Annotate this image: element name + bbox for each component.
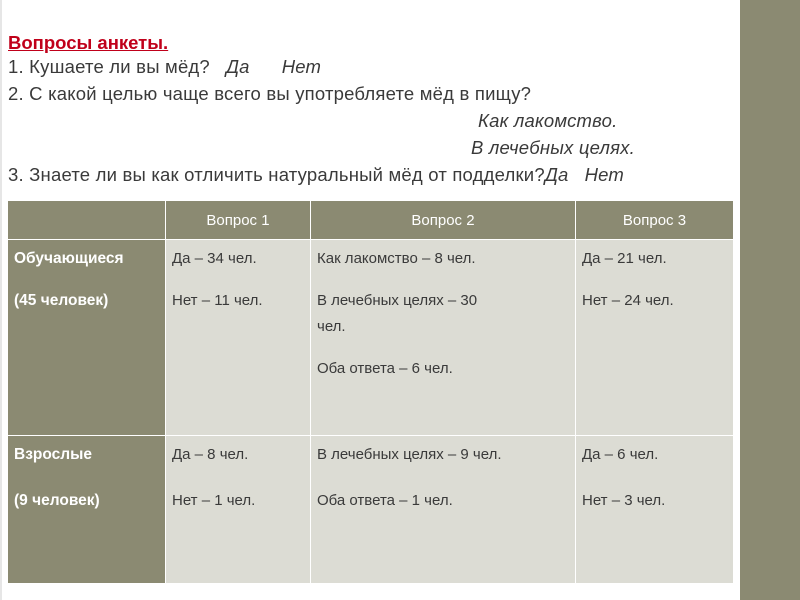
question-2-option-2: В лечебных целях. <box>471 137 635 158</box>
answer-line: Нет – 24 чел. <box>582 292 674 309</box>
spacer <box>14 272 165 288</box>
spacer <box>317 340 575 356</box>
spacer <box>14 468 165 488</box>
table-row <box>8 436 734 584</box>
header-question-2: Вопрос 2 <box>311 201 576 240</box>
answer-line: Нет – 1 чел. <box>172 492 256 509</box>
header-question-3: Вопрос 3 <box>576 201 734 240</box>
answer-line: Да – 8 чел. <box>172 446 249 463</box>
table-row <box>8 240 734 436</box>
answer-line: Как лакомство – 8 чел. <box>317 250 476 267</box>
question-1-no: Нет <box>281 56 322 77</box>
answer-line: В лечебных целях – 30 <box>317 292 478 309</box>
cell-adults-q1 <box>166 436 311 584</box>
question-3 <box>8 164 624 186</box>
question-3-no: Нет <box>584 164 625 185</box>
question-1-text: 1. Кушаете ли вы мёд? <box>8 56 210 77</box>
answer-line: Нет – 3 чел. <box>582 492 666 509</box>
group-name: Обучающиеся <box>14 250 124 267</box>
group-count: (45 человек) <box>14 292 109 309</box>
spacer <box>317 468 575 488</box>
spacer <box>582 272 733 288</box>
row-head-adults <box>8 436 166 584</box>
header-question-1: Вопрос 1 <box>166 201 311 240</box>
group-name: Взрослые <box>14 446 92 463</box>
question-2: 2. С какой целью чаще всего вы употребляете мёд в пищу? <box>8 83 532 104</box>
answer-line: Да – 21 чел. <box>582 250 667 267</box>
cell-students-q1 <box>166 240 311 436</box>
row-head-students <box>8 240 166 436</box>
cell-adults-q2 <box>311 436 576 584</box>
header-corner <box>8 201 166 240</box>
answer-line: Оба ответа – 6 чел. <box>317 360 453 377</box>
cell-students-q2 <box>311 240 576 436</box>
group-count: (9 человек) <box>14 492 100 509</box>
question-3-text: 3. Знаете ли вы как отличить натуральный мёд от подделки? <box>8 164 545 185</box>
spacer <box>317 272 575 288</box>
spacer <box>172 272 310 288</box>
spacer <box>582 468 733 488</box>
table-header-row <box>8 201 734 240</box>
spacer <box>172 468 310 488</box>
slide-edge <box>0 0 2 600</box>
question-3-yes: Да <box>544 164 569 185</box>
answer-line: Нет – 11 чел. <box>172 292 263 309</box>
answer-line: Да – 6 чел. <box>582 446 659 463</box>
answer-line: В лечебных целях – 9 чел. <box>317 446 502 463</box>
cell-adults-q3 <box>576 436 734 584</box>
answer-line: чел. <box>317 318 346 335</box>
question-1-yes: Да <box>225 56 250 77</box>
decorative-side-bar <box>740 0 800 600</box>
question-1 <box>8 56 321 78</box>
answer-line: Да – 34 чел. <box>172 250 257 267</box>
answer-line: Оба ответа – 1 чел. <box>317 492 453 509</box>
survey-title: Вопросы анкеты. <box>8 32 169 53</box>
cell-students-q3 <box>576 240 734 436</box>
results-table <box>7 200 734 584</box>
question-2-option-1: Как лакомство. <box>478 110 618 131</box>
